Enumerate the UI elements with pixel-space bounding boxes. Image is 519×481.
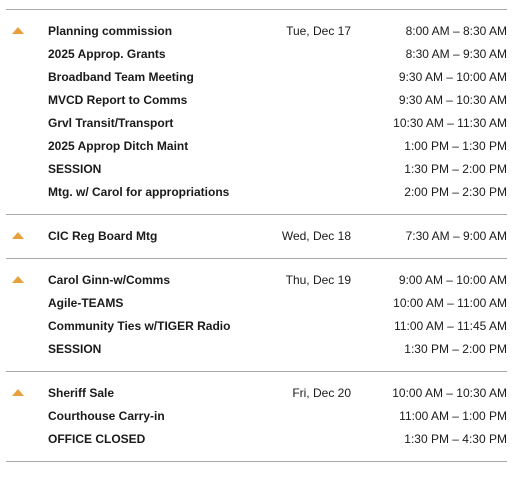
event-subject[interactable]: CIC Reg Board Mtg (48, 229, 158, 243)
event-time-range: 1:00 PM – 1:30 PM (404, 139, 507, 153)
event-time-range: 7:30 AM – 9:00 AM (405, 229, 507, 243)
agenda-event-row[interactable] (6, 338, 507, 361)
day-date-label: Wed, Dec 18 (281, 229, 351, 243)
event-subject[interactable]: Grvl Transit/Transport (48, 116, 174, 130)
agenda-event-row[interactable] (6, 269, 507, 292)
agenda-event-row[interactable] (6, 382, 507, 405)
agenda-event-row[interactable] (6, 428, 507, 451)
agenda-event-row[interactable] (6, 225, 507, 248)
agenda-event-row[interactable] (6, 315, 507, 338)
agenda-event-row[interactable] (6, 89, 507, 112)
collapse-triangle-icon[interactable] (12, 27, 24, 34)
event-subject[interactable]: Community Ties w/TIGER Radio (48, 319, 231, 333)
agenda-event-row[interactable] (6, 405, 507, 428)
event-subject[interactable]: Agile-TEAMS (48, 296, 124, 310)
event-time-range: 1:30 PM – 4:30 PM (404, 432, 507, 446)
agenda-days (6, 10, 507, 462)
event-time-range: 2:00 PM – 2:30 PM (404, 185, 507, 199)
agenda-event-row[interactable] (6, 66, 507, 89)
event-time-range: 9:30 AM – 10:00 AM (398, 70, 507, 84)
event-subject[interactable]: MVCD Report to Comms (48, 93, 188, 107)
event-subject[interactable]: Mtg. w/ Carol for appropriations (48, 185, 230, 199)
event-subject[interactable]: SESSION (48, 342, 102, 356)
agenda-list (6, 0, 507, 462)
day-date-label: Tue, Dec 17 (286, 24, 351, 38)
event-subject[interactable]: Planning commission (48, 24, 173, 38)
agenda-event-row[interactable] (6, 181, 507, 204)
event-subject[interactable]: Carol Ginn-w/Comms (48, 273, 171, 287)
event-time-range: 11:00 AM – 1:00 PM (399, 409, 507, 423)
agenda-event-row[interactable] (6, 158, 507, 181)
event-subject[interactable]: OFFICE CLOSED (48, 432, 146, 446)
agenda-day-group (6, 10, 507, 214)
day-date-label: Fri, Dec 20 (292, 386, 351, 400)
event-time-range: 1:30 PM – 2:00 PM (404, 162, 507, 176)
event-time-range: 1:30 PM – 2:00 PM (404, 342, 507, 356)
divider (6, 461, 507, 462)
event-subject[interactable]: 2025 Approp Ditch Maint (48, 139, 189, 153)
collapse-triangle-icon[interactable] (12, 389, 24, 396)
agenda-day-group (6, 259, 507, 371)
event-time-range: 10:00 AM – 11:00 AM (393, 296, 507, 310)
agenda-event-row[interactable] (6, 43, 507, 66)
collapse-triangle-icon[interactable] (12, 276, 24, 283)
event-subject[interactable]: Sheriff Sale (48, 386, 115, 400)
event-time-range: 11:00 AM – 11:45 AM (394, 319, 507, 333)
event-subject[interactable]: Courthouse Carry-in (48, 409, 165, 423)
agenda-event-row[interactable] (6, 112, 507, 135)
event-time-range: 10:30 AM – 11:30 AM (393, 116, 507, 130)
event-subject[interactable]: 2025 Approp. Grants (48, 47, 166, 61)
collapse-triangle-icon[interactable] (12, 232, 24, 239)
event-subject[interactable]: Broadband Team Meeting (48, 70, 194, 84)
event-subject[interactable]: SESSION (48, 162, 102, 176)
event-time-range: 10:00 AM – 10:30 AM (392, 386, 507, 400)
day-date-label: Thu, Dec 19 (285, 273, 351, 287)
event-time-range: 9:30 AM – 10:30 AM (398, 93, 507, 107)
event-time-range: 8:30 AM – 9:30 AM (405, 47, 507, 61)
agenda-event-row[interactable] (6, 20, 507, 43)
agenda-event-row[interactable] (6, 292, 507, 315)
agenda-day-group (6, 372, 507, 461)
event-time-range: 8:00 AM – 8:30 AM (405, 24, 507, 38)
agenda-day-group (6, 215, 507, 258)
agenda-event-row[interactable] (6, 135, 507, 158)
event-time-range: 9:00 AM – 10:00 AM (398, 273, 507, 287)
